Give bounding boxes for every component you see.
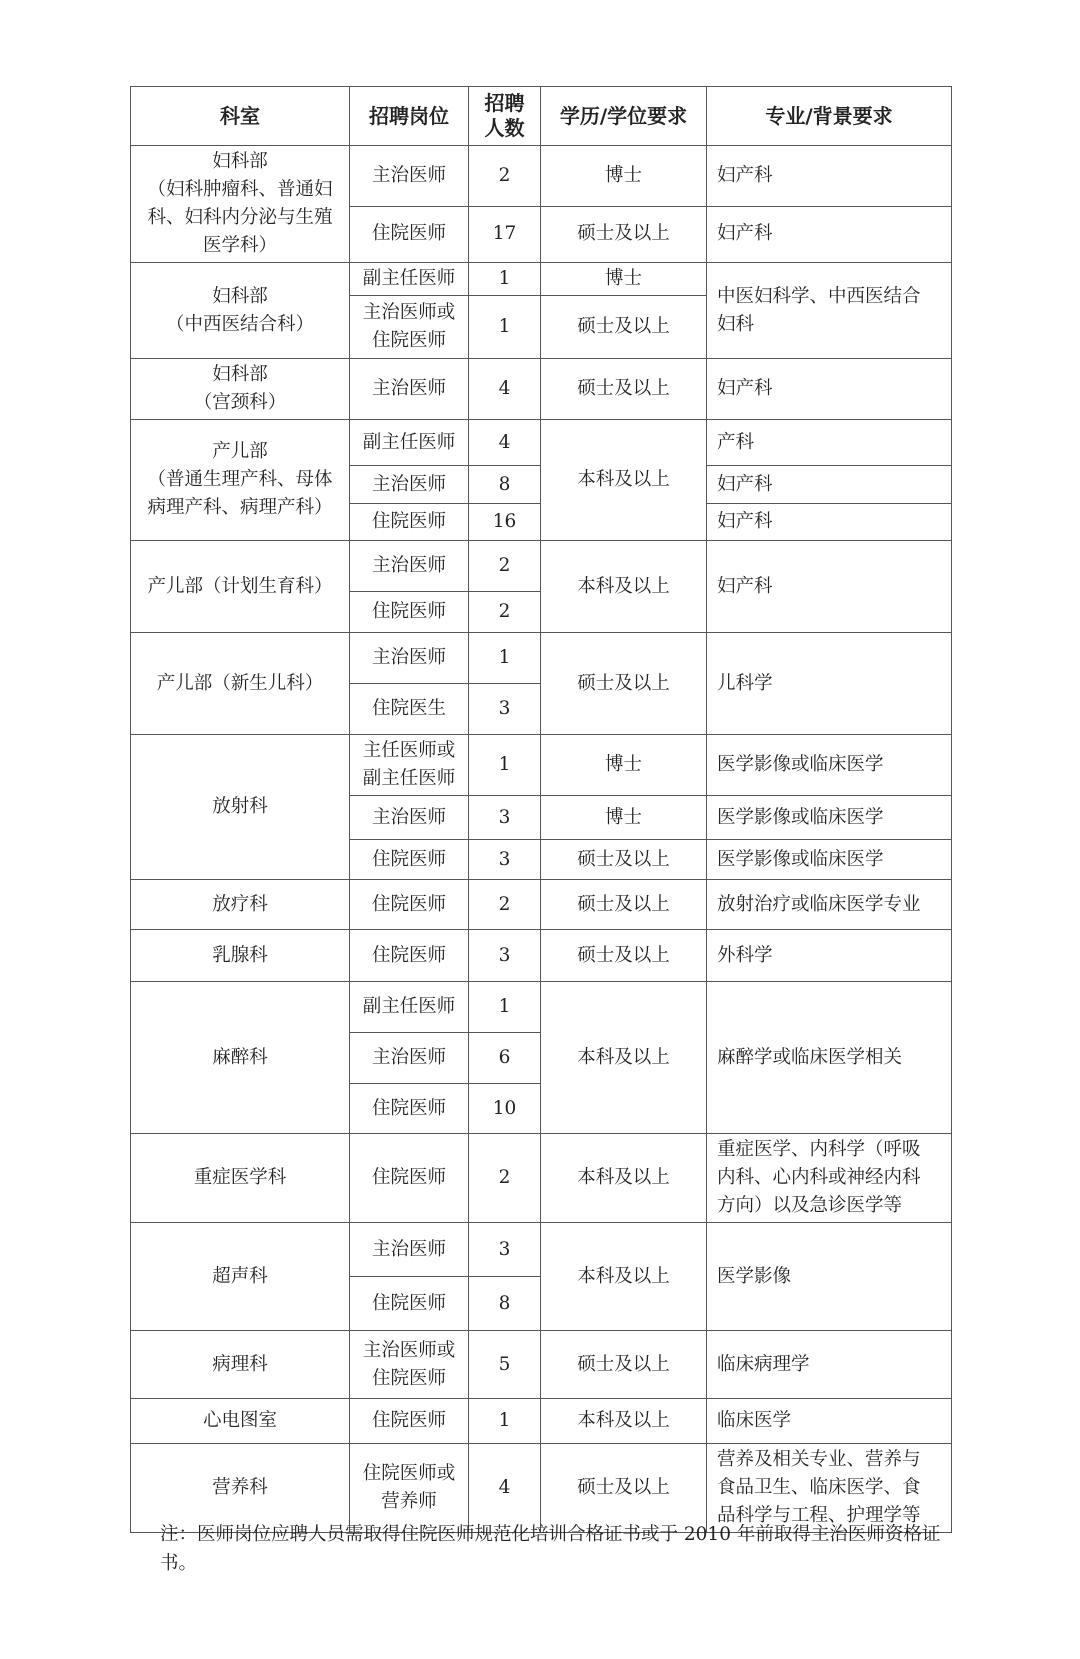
table-cell: 主治医师或 住院医师 xyxy=(350,1331,469,1399)
table-cell: 2 xyxy=(469,1134,541,1223)
table-cell: 妇产科 xyxy=(707,466,952,504)
table-cell: 2 xyxy=(469,880,541,930)
table-row xyxy=(131,541,952,592)
table-row xyxy=(131,1223,952,1277)
table-cell: 本科及以上 xyxy=(541,1223,707,1331)
table-cell: 重症医学科 xyxy=(131,1134,350,1223)
table-cell: 妇科部 （宫颈科） xyxy=(131,359,350,420)
table-cell: 住院医师 xyxy=(350,592,469,633)
header-count: 招聘 人数 xyxy=(469,87,541,146)
table-cell: 4 xyxy=(469,420,541,466)
table-cell: 副主任医师 xyxy=(350,982,469,1033)
table-row xyxy=(131,359,952,420)
table-cell: 主治医师 xyxy=(350,146,469,207)
table-cell: 住院医师 xyxy=(350,840,469,880)
table-cell: 主治医师 xyxy=(350,466,469,504)
table-cell: 2 xyxy=(469,592,541,633)
table-cell: 本科及以上 xyxy=(541,1134,707,1223)
table-cell: 硕士及以上 xyxy=(541,206,707,262)
table-cell: 放射科 xyxy=(131,735,350,880)
table-cell: 住院医师 xyxy=(350,880,469,930)
table-cell: 医学影像或临床医学 xyxy=(707,840,952,880)
table-cell: 主治医师 xyxy=(350,1033,469,1084)
table-cell: 8 xyxy=(469,466,541,504)
table-cell: 麻醉科 xyxy=(131,982,350,1134)
table-cell: 住院医师 xyxy=(350,504,469,541)
table-cell: 6 xyxy=(469,1033,541,1084)
table-cell: 1 xyxy=(469,735,541,796)
table-cell: 病理科 xyxy=(131,1331,350,1399)
table-cell: 主治医师 xyxy=(350,1223,469,1277)
table-cell: 10 xyxy=(469,1084,541,1134)
table-cell: 主治医师 xyxy=(350,541,469,592)
table-cell: 主治医师 xyxy=(350,359,469,420)
table-cell: 硕士及以上 xyxy=(541,633,707,735)
table-cell: 1 xyxy=(469,982,541,1033)
table-cell: 3 xyxy=(469,840,541,880)
footnote: 注：医师岗位应聘人员需取得住院医师规范化培训合格证书或于 2010 年前取得主治医师资格证书。 xyxy=(160,1524,941,1574)
table-cell: 住院医师 xyxy=(350,1134,469,1223)
table-row xyxy=(131,735,952,796)
table-cell: 硕士及以上 xyxy=(541,1331,707,1399)
table-cell: 硕士及以上 xyxy=(541,840,707,880)
table-cell: 营养及相关专业、营养与 食品卫生、临床医学、食 品科学与工程、护理学等 xyxy=(707,1444,952,1533)
table-cell: 8 xyxy=(469,1277,541,1331)
table-cell: 4 xyxy=(469,359,541,420)
header-department: 科室 xyxy=(131,87,350,146)
table-cell: 硕士及以上 xyxy=(541,930,707,982)
table-cell: 住院医师 xyxy=(350,930,469,982)
table-cell: 5 xyxy=(469,1331,541,1399)
table-cell: 产儿部（计划生育科） xyxy=(131,541,350,633)
table-cell: 主治医师 xyxy=(350,633,469,684)
table-cell: 中医妇科学、中西医结合 妇科 xyxy=(707,263,952,359)
table-cell: 妇科部 （中西医结合科） xyxy=(131,263,350,359)
table-cell: 医学影像或临床医学 xyxy=(707,796,952,840)
table-cell: 博士 xyxy=(541,146,707,207)
table-cell: 产科 xyxy=(707,420,952,466)
table-cell: 2 xyxy=(469,541,541,592)
table-cell: 临床医学 xyxy=(707,1399,952,1444)
table-row xyxy=(131,420,952,466)
table-cell: 本科及以上 xyxy=(541,420,707,541)
table-cell: 产儿部 （普通生理产科、母体 病理产科、病理产科） xyxy=(131,420,350,541)
table-cell: 重症医学、内科学（呼吸 内科、心内科或神经内科 方向）以及急诊医学等 xyxy=(707,1134,952,1223)
table-cell: 本科及以上 xyxy=(541,982,707,1134)
table-cell: 副主任医师 xyxy=(350,263,469,296)
table-cell: 妇产科 xyxy=(707,541,952,633)
table-cell: 副主任医师 xyxy=(350,420,469,466)
table-cell: 3 xyxy=(469,930,541,982)
table-cell: 医学影像 xyxy=(707,1223,952,1331)
table-cell: 妇产科 xyxy=(707,504,952,541)
table-cell: 17 xyxy=(469,206,541,262)
table-cell: 3 xyxy=(469,796,541,840)
table-cell: 营养科 xyxy=(131,1444,350,1533)
table-cell: 主治医师或 住院医师 xyxy=(350,296,469,359)
table-cell: 3 xyxy=(469,1223,541,1277)
table-cell: 住院医师 xyxy=(350,206,469,262)
table-cell: 住院医师 xyxy=(350,1399,469,1444)
table-cell: 主任医师或 副主任医师 xyxy=(350,735,469,796)
table-cell: 妇科部 （妇科肿瘤科、普通妇 科、妇科内分泌与生殖 医学科） xyxy=(131,146,350,263)
table-cell: 4 xyxy=(469,1444,541,1533)
table-cell: 住院医师 xyxy=(350,1084,469,1134)
header-position: 招聘岗位 xyxy=(350,87,469,146)
table-cell: 麻醉学或临床医学相关 xyxy=(707,982,952,1134)
table-cell: 儿科学 xyxy=(707,633,952,735)
table-cell: 博士 xyxy=(541,735,707,796)
header-major: 专业/背景要求 xyxy=(707,87,952,146)
table-cell: 16 xyxy=(469,504,541,541)
table-cell: 3 xyxy=(469,684,541,735)
table-cell: 医学影像或临床医学 xyxy=(707,735,952,796)
table-cell: 1 xyxy=(469,1399,541,1444)
table-cell: 产儿部（新生儿科） xyxy=(131,633,350,735)
table-cell: 住院医生 xyxy=(350,684,469,735)
table-cell: 外科学 xyxy=(707,930,952,982)
table-cell: 本科及以上 xyxy=(541,541,707,633)
table-cell: 1 xyxy=(469,633,541,684)
table-cell: 临床病理学 xyxy=(707,1331,952,1399)
table-cell: 妇产科 xyxy=(707,146,952,207)
table-cell: 妇产科 xyxy=(707,206,952,262)
table-cell: 住院医师或 营养师 xyxy=(350,1444,469,1533)
table-cell: 住院医师 xyxy=(350,1277,469,1331)
table-row xyxy=(131,146,952,207)
table-cell: 硕士及以上 xyxy=(541,880,707,930)
recruitment-table xyxy=(130,86,952,1533)
table-row xyxy=(131,1331,952,1399)
table-cell: 妇产科 xyxy=(707,359,952,420)
table-cell: 1 xyxy=(469,263,541,296)
table-cell: 2 xyxy=(469,146,541,207)
table-row xyxy=(131,982,952,1033)
header-row xyxy=(131,87,952,146)
header-degree: 学历/学位要求 xyxy=(541,87,707,146)
table-cell: 心电图室 xyxy=(131,1399,350,1444)
table-cell: 硕士及以上 xyxy=(541,359,707,420)
table-cell: 放疗科 xyxy=(131,880,350,930)
table-cell: 硕士及以上 xyxy=(541,296,707,359)
table-cell: 本科及以上 xyxy=(541,1399,707,1444)
table-row xyxy=(131,930,952,982)
table-cell: 博士 xyxy=(541,263,707,296)
table-cell: 超声科 xyxy=(131,1223,350,1331)
table-cell: 硕士及以上 xyxy=(541,1444,707,1533)
table-cell: 1 xyxy=(469,296,541,359)
table-cell: 放射治疗或临床医学专业 xyxy=(707,880,952,930)
table-cell: 乳腺科 xyxy=(131,930,350,982)
table-row xyxy=(131,880,952,930)
table-row xyxy=(131,1399,952,1444)
table-cell: 博士 xyxy=(541,796,707,840)
table-row xyxy=(131,263,952,296)
table-row xyxy=(131,633,952,684)
table-cell: 主治医师 xyxy=(350,796,469,840)
table-row xyxy=(131,1134,952,1223)
